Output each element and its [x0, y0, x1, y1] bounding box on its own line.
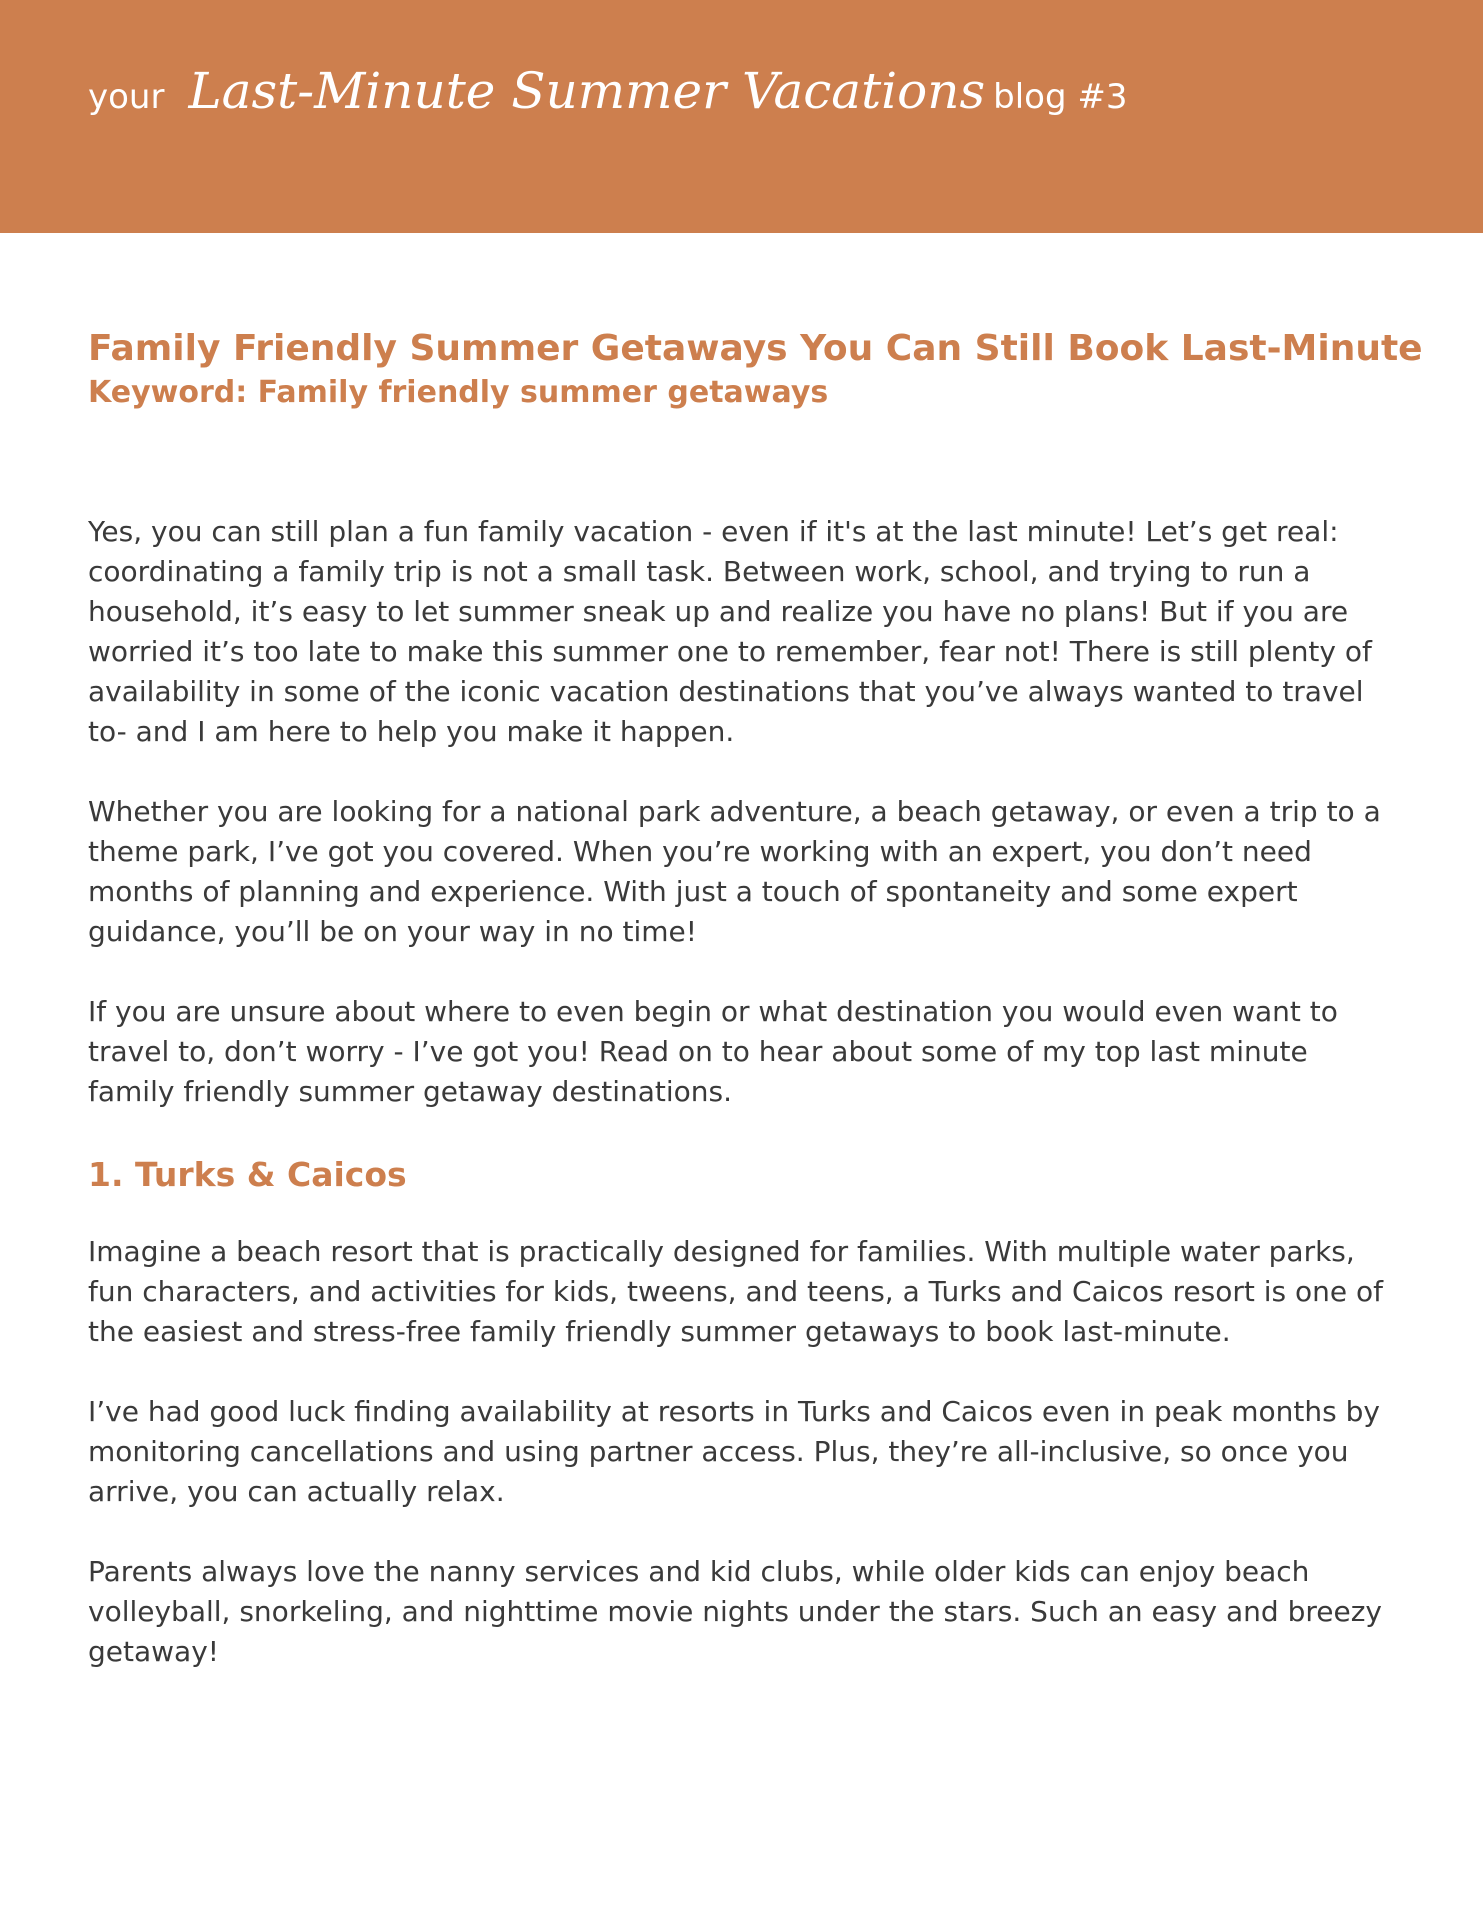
banner-line: [88, 62, 1127, 120]
article-content: [88, 326, 1423, 1712]
banner-title: Last-Minute Summer Vacations: [188, 62, 986, 120]
spacer: [88, 414, 1388, 512]
section-paragraph-3: Parents always love the nanny services and kid clubs, while older kids can enjoy beach volleyball, snorkeling, and nighttime movie nights under the stars. Such an easy and breezy getaway!: [88, 1555, 1382, 1668]
article-title: Family Friendly Summer Getaways You Can Still Book Last-Minute: [88, 328, 1423, 369]
section-paragraph-2: I’ve had good luck finding availability at resorts in Turks and Caicos even in peak months by monitoring cancellations and using partner access. Plus, they’re all-inclusive, so once you arrive, you can actually relax.: [88, 1395, 1380, 1508]
article-keyword: Keyword: Family friendly summer getaways: [88, 375, 829, 410]
header-banner: [0, 0, 1483, 233]
section-heading: 1. Turks & Caicos: [88, 1155, 407, 1194]
section-paragraph-1: Imagine a beach resort that is practically designed for families. With multiple water parks, fun characters, and activities for kids, tweens, and teens, a Turks and Caicos resort is one of the easiest and stress-free family friendly summer getaways to book last-minute.: [88, 1235, 1384, 1348]
banner-suffix: blog #3: [993, 77, 1128, 117]
intro-paragraph-1: Yes, you can still plan a fun family vacation - even if it's at the last minute! Let’s get real: coordinating a family trip is not a small task. Between work, school, and trying to run a household, it’s easy to let summer sneak up and realize you have no plans! But if you are worried it’s too late to make this summer one to remember, fear not! There is still plenty of availability in some of the iconic vacation destinations that you’ve always wanted to travel to- and I am here to help you make it happen.: [88, 515, 1372, 748]
banner-prefix: your: [88, 77, 165, 117]
intro-paragraph-2: Whether you are looking for a national park adventure, a beach getaway, or even a trip to a theme park, I’ve got you covered. When you’re working with an expert, you don’t need months of planning and experience. With just a touch of spontaneity and some expert guidance, you’ll be on your way in no time!: [88, 795, 1381, 948]
intro-paragraph-3: If you are unsure about where to even begin or what destination you would even want to travel to, don’t worry - I’ve got you! Read on to hear about some of my top last minute family friendly summer getaway destinations.: [88, 995, 1338, 1108]
